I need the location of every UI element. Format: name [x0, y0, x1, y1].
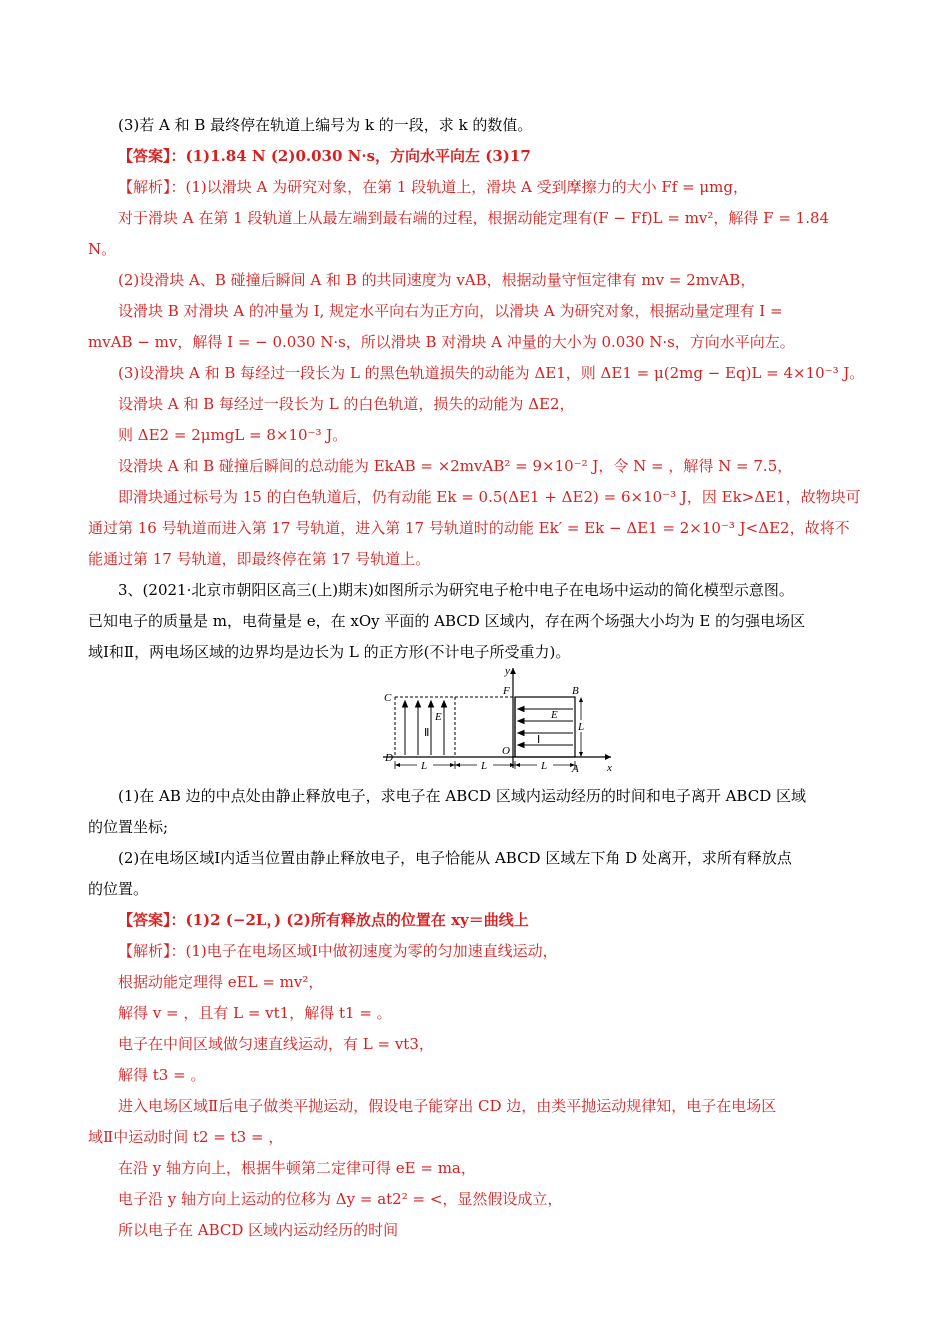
question-3-stem: 已知电子的质量是 m，电荷量是 e，在 xOy 平面的 ABCD 区域内，存在两个场强大小均为 E 的匀强电场区 — [88, 612, 806, 630]
label-F: F — [503, 685, 510, 697]
region-1-field-lines — [518, 707, 573, 748]
label-region-2: Ⅱ — [424, 727, 430, 739]
electric-field-diagram — [375, 664, 615, 776]
label-O: O — [502, 745, 510, 757]
question-3-part-1: (1)在 AB 边的中点处由静止释放电子，求电子在 ABCD 区域内运动经历的时间和电子离开 ABCD 区域 — [118, 787, 806, 805]
analysis-line: (3)设滑块 A 和 B 每经过一段长为 L 的黑色轨道损失的动能为 ΔE1，则 ΔE1 = μ(2mg − Eq)L = 4×10⁻³ J。 — [118, 364, 865, 382]
analysis-line: 即滑块通过标号为 15 的白色轨道后，仍有动能 Ek = 0.5(ΔE1 + ΔE2) = 6×10⁻³ J，因 Ek>ΔE1，故物块可 — [118, 488, 861, 506]
analysis-line-3: 解得 t3 = 。 — [118, 1066, 206, 1084]
label-x: x — [607, 762, 612, 774]
analysis-line-3: 所以电子在 ABCD 区域内运动经历的时间 — [118, 1221, 399, 1239]
analysis-line-3: 电子沿 y 轴方向上运动的位移为 Δy = at2² = <，显然假设成立， — [118, 1190, 563, 1208]
analysis-line-3: 域Ⅱ中运动时间 t2 = t3 = ， — [88, 1128, 284, 1146]
question-3-stem: 3、(2021·北京市朝阳区高三(上)期末)如图所示为研究电子枪中电子在电场中运动的简化模型示意图。 — [118, 581, 794, 599]
analysis-line: mvAB − mv，解得 I = − 0.030 N·s，所以滑块 B 对滑块 A 冲量的大小为 0.030 N·s，方向水平向左。 — [88, 333, 795, 351]
label-dim-2: L — [481, 760, 488, 772]
label-dim-3: L — [541, 760, 548, 772]
answer-line: 【答案】：(1)1.84 N (2)0.030 N·s，方向水平向左 (3)17 — [118, 147, 531, 165]
analysis-line: 则 ΔE2 = 2μmgL = 8×10⁻³ J。 — [118, 426, 348, 444]
label-y: y — [505, 665, 510, 677]
answer-line-3: 【答案】：(1)2 (−2L，) (2)所有释放点的位置在 xy＝曲线上 — [118, 911, 529, 929]
label-A: A — [572, 763, 579, 775]
analysis-line-3: 根据动能定理得 eEL = mv²， — [118, 973, 324, 991]
diagram-svg — [375, 664, 615, 776]
label-B: B — [572, 685, 579, 697]
question-3-part-2: 的位置。 — [88, 880, 149, 898]
analysis-line: 设滑块 B 对滑块 A 的冲量为 I, 规定水平向右为正方向，以滑块 A 为研究对象，根据动量定理有 I = — [118, 302, 783, 320]
label-dim-1: L — [421, 760, 428, 772]
analysis-line-3: 电子在中间区域做匀速直线运动，有 L = vt3， — [118, 1035, 434, 1053]
question-3-stem: 域Ⅰ和Ⅱ，两电场区域的边界均是边长为 L 的正方形(不计电子所受重力)。 — [88, 643, 571, 661]
analysis-line: 能通过第 17 号轨道，即最终停在第 17 号轨道上。 — [88, 550, 431, 568]
analysis-line: 【解析】：(1)以滑块 A 为研究对象，在第 1 段轨道上，滑块 A 受到摩擦力的大小 Ff = μmg， — [118, 178, 748, 196]
label-E-left: E — [435, 711, 442, 723]
label-C: C — [384, 692, 392, 704]
analysis-line: (2)设滑块 A、B 碰撞后瞬间 A 和 B 的共同速度为 vAB，根据动量守恒定律有 mv = 2mvAB， — [118, 271, 756, 289]
label-region-1: Ⅰ — [537, 734, 541, 746]
analysis-line: 设滑块 A 和 B 每经过一段长为 L 的白色轨道，损失的动能为 ΔE2， — [118, 395, 575, 413]
analysis-line: 设滑块 A 和 B 碰撞后瞬间的总动能为 EkAB = ×2mvAB² = 9×10⁻² J，令 N = ，解得 N = 7.5， — [118, 457, 793, 475]
y-axis-arrow — [510, 668, 516, 674]
label-L-right: L — [578, 721, 585, 733]
x-axis-arrow — [605, 754, 611, 760]
analysis-line: 通过第 16 号轨道而进入第 17 号轨道，进入第 17 号轨道时的动能 Ek′ = Ek − ΔE1 = 2×10⁻³ J<ΔE2，故将不 — [88, 519, 850, 537]
analysis-line-3: 进入电场区域Ⅱ后电子做类平抛运动，假设电子能穿出 CD 边，由类平抛运动规律知，电子在电场区 — [118, 1097, 777, 1115]
label-E-right: E — [551, 709, 558, 721]
analysis-line-3: 在沿 y 轴方向上，根据牛顿第二定律可得 eE = ma， — [118, 1159, 476, 1177]
analysis-line-3: 【解析】：(1)电子在电场区域Ⅰ中做初速度为零的匀加速直线运动， — [118, 942, 558, 960]
analysis-line: 对于滑块 A 在第 1 段轨道上从最左端到最右端的过程，根据动能定理有(F − Ff)L = mv²，解得 F = 1.84 — [118, 209, 830, 227]
label-D: D — [385, 752, 393, 764]
question-part-3: (3)若 A 和 B 最终停在轨道上编号为 k 的一段，求 k 的数值。 — [118, 116, 533, 134]
question-3-part-1: 的位置坐标; — [88, 818, 169, 836]
analysis-line: N。 — [88, 240, 117, 258]
analysis-line-3: 解得 v = ，且有 L = vt1，解得 t1 = 。 — [118, 1004, 392, 1022]
question-3-part-2: (2)在电场区域Ⅰ内适当位置由静止释放电子，电子恰能从 ABCD 区域左下角 D 处离开，求所有释放点 — [118, 849, 792, 867]
